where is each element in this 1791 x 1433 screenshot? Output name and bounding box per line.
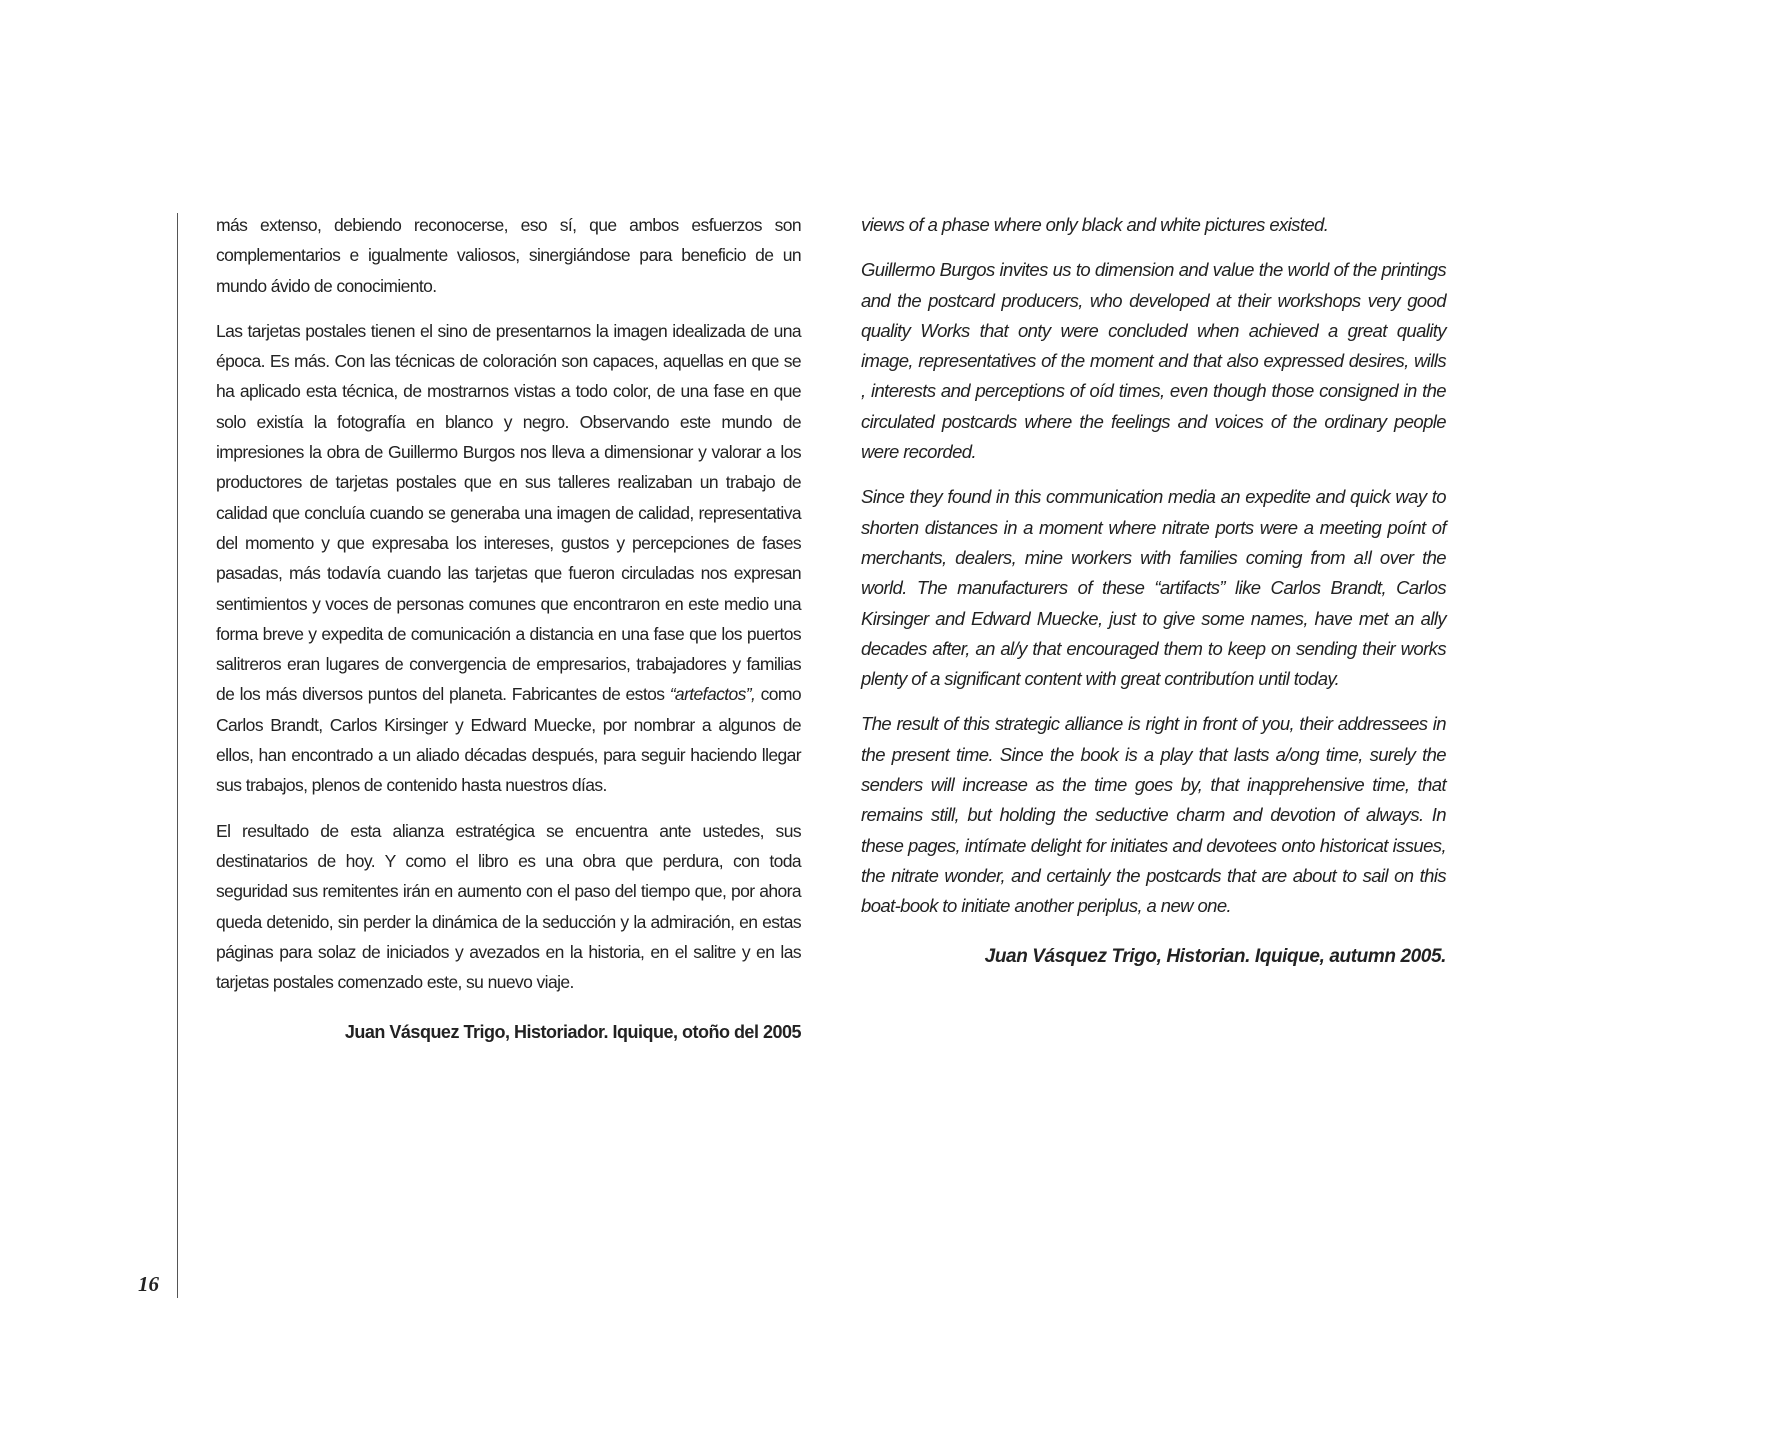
- spanish-paragraph-2-start: Las tarjetas postales tienen el sino de presentarnos la imagen idealizada de una época. Es más. Con las técnicas de coloración son capaces, aquellas en que se ha aplicado esta técnica, de mostrarnos vistas a todo color, de una fase en que solo existía la fotografía en blanco y negro. Observando este mundo de impresiones la obra de Guillermo Burgos nos lleva a dimensionar y valorar a los productores de tarjetas postales que en sus talleres realizaban un trabajo de calidad que concluía cuando se generaba una imagen de calidad, representativa del momento y que expresaba los intereses, gustos y percepciones de fases pasadas, más todavía cuando las tarjetas que fueron circuladas nos expresan sentimientos y voces de personas comunes que encontraron en este medio una forma breve y expedita de comunicación a distancia en una fase que los puertos salitreros eran lugares de convergencia de empresarios, trabajadores y familias de los más diversos puntos del planeta. Fabricantes de estos: [216, 320, 801, 705]
- spanish-signature: Juan Vásquez Trigo, Historiador. Iquique, otoño del 2005: [344, 1022, 801, 1043]
- spanish-paragraph-2-end: como Carlos Brandt, Carlos Kirsinger y Edward Muecke, por nombrar a algunos de ellos, han encontrado a un aliado décadas después, para seguir haciendo llegar sus trabajos, plenos de contenido hasta nuestros días.: [216, 684, 801, 796]
- english-paragraph-2: Guillermo Burgos invites us to dimension and value the world of the printings and the postcard producers, who developed at their workshops very good quality Works that onty were concluded when achieved a great quality image, representatives of the moment and that also expressed desires, wills , interests and perceptions of oíd times, even though those consigned in the circulated postcards where the feelings and voices of the ordinary people were recorded.: [861, 259, 1446, 463]
- english-signature: Juan Vásquez Trigo, Historian. Iquique, autumn 2005.: [984, 945, 1446, 967]
- spanish-paragraph-3: El resultado de esta alianza estratégica se encuentra ante ustedes, sus destinatarios de hoy. Y como el libro es una obra que perdura, con toda seguridad sus remitentes irán en aumento con el paso del tiempo que, por ahora queda detenido, sin perder la dinámica de la seducción y la admiración, en estas páginas para solaz de iniciados y avezados en la historia, en el salitre y en las tarjetas postales comenzado este, su nuevo viaje.: [216, 820, 801, 993]
- margin-rule: [177, 213, 178, 1298]
- english-paragraph-1: views of a phase where only black and white pictures existed.: [861, 214, 1329, 235]
- page-number: 16: [138, 1272, 159, 1296]
- english-column: [861, 210, 1446, 987]
- spanish-paragraph-2-emphasis: “artefactos”,: [669, 684, 756, 705]
- spanish-paragraph-2: [216, 316, 801, 801]
- english-paragraph-4: The result of this strategic alliance is right in front of you, their addressees in the present time. Since the book is a play that lasts a/ong time, surely the senders will increase as the time goes by, that inapprehensive time, that remains still, but holding the seductive charm and devotion of always. In these pages, intímate delight for initiates and devotees onto historicat issues, the nitrate wonder, and certainly the postcards that are about to sail on this boat-book to initiate another periplus, a new one.: [861, 713, 1446, 917]
- english-paragraph-3: Since they found in this communication media an expedite and quick way to shorten distances in a moment where nitrate ports were a meeting poínt of merchants, dealers, mine workers with families coming from a!l over the world. The manufacturers of these “artifacts” like Carlos Brandt, Carlos Kirsinger and Edward Muecke, just to give some names, have met an ally decades after, an al/y that encouraged them to keep on sending their works plenty of a significant content with great contributíon until today.: [861, 486, 1446, 690]
- spanish-paragraph-1: más extenso, debiendo reconocerse, eso sí, que ambos esfuerzos son complementarios e igualmente valiosos, sinergiándose para beneficio de un mundo ávido de conocimiento.: [216, 215, 801, 296]
- spanish-column: [216, 210, 801, 1063]
